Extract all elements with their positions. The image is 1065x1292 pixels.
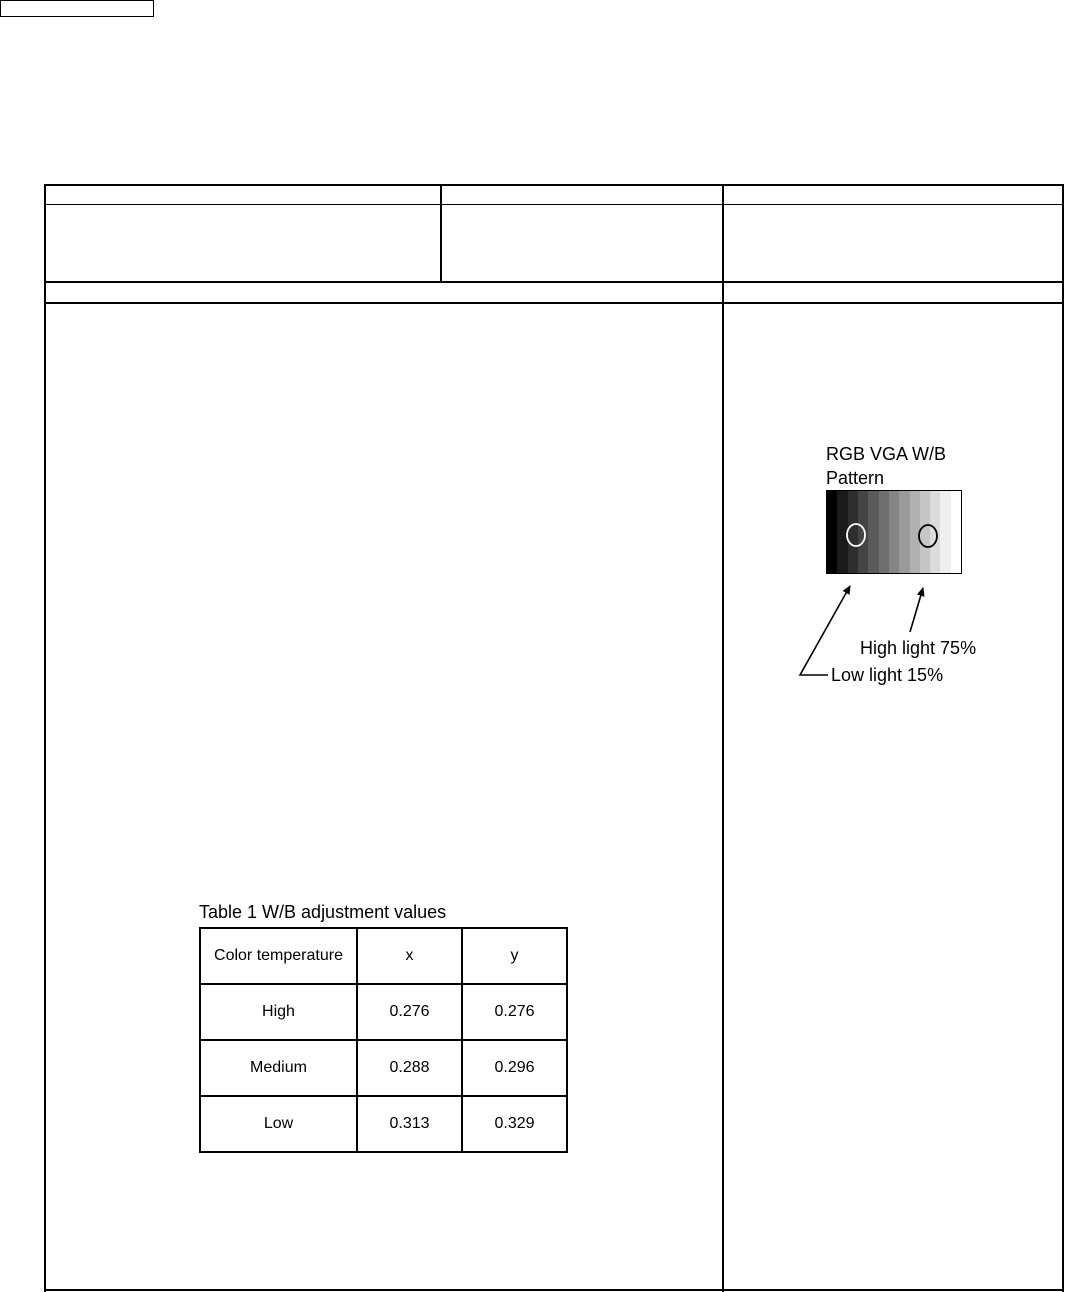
row-high-y: 0.276 — [462, 984, 567, 1040]
header-row-rule — [44, 204, 1064, 205]
pattern-title-line2: Pattern — [826, 468, 885, 488]
header-label-box — [0, 0, 154, 17]
frame-bottom — [44, 1289, 1064, 1291]
frame-top — [44, 184, 1064, 186]
header-x: x — [357, 928, 462, 984]
table-row — [200, 984, 567, 1040]
info-row-rule — [44, 281, 1064, 283]
table-caption: Table 1 W/B adjustment values — [199, 902, 447, 922]
low-light-arrow — [800, 586, 850, 675]
low-light-label: Low light 15% — [831, 665, 944, 685]
table-row — [200, 1096, 567, 1152]
frame-left — [44, 184, 46, 1292]
column-divider-2 — [722, 184, 724, 1292]
row-medium-y: 0.296 — [462, 1040, 567, 1096]
row-medium-temperature: Medium — [200, 1040, 357, 1096]
row-low-temperature: Low — [200, 1096, 357, 1152]
column-divider-1 — [440, 184, 442, 283]
row-low-y: 0.329 — [462, 1096, 567, 1152]
row-high-temperature: High — [200, 984, 357, 1040]
table-row — [200, 1040, 567, 1096]
header-color-temperature: Color temperature — [200, 928, 357, 984]
pattern-title-line1: RGB VGA W/B — [826, 444, 947, 464]
high-light-marker — [919, 525, 937, 547]
table-header-row — [200, 928, 567, 984]
high-light-label: High light 75% — [860, 638, 977, 658]
low-light-marker — [847, 524, 865, 546]
wb-adjustment-table — [199, 927, 568, 1153]
frame-right — [1062, 184, 1064, 1292]
header-y: y — [462, 928, 567, 984]
subheader-row-rule — [44, 302, 1064, 304]
pattern-title — [826, 442, 946, 490]
row-low-x: 0.313 — [357, 1096, 462, 1152]
high-light-arrow — [910, 588, 923, 632]
row-medium-x: 0.288 — [357, 1040, 462, 1096]
row-high-x: 0.276 — [357, 984, 462, 1040]
